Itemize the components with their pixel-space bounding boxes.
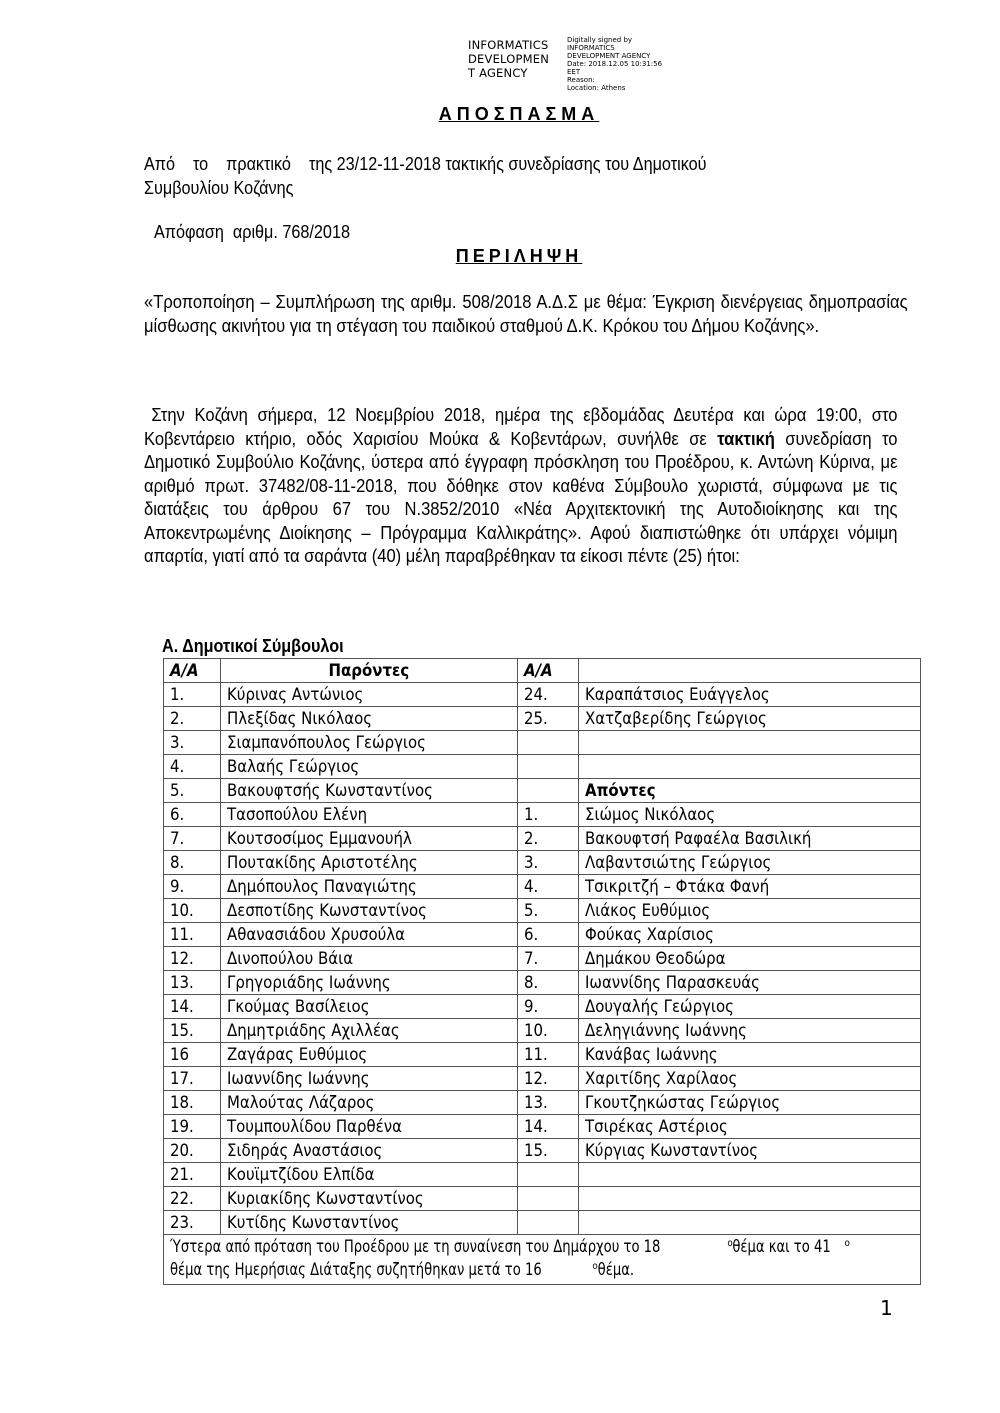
- column-header-number: Α/Α: [518, 659, 579, 683]
- intro-line: Συμβουλίου Κοζάνης: [144, 178, 294, 198]
- present-member-name: Μαλούτας Λάζαρος: [221, 1091, 518, 1115]
- member-name-other: Τσιρέκας Αστέριος: [579, 1115, 921, 1139]
- member-name-other: Χαριτίδης Χαρίλαος: [579, 1067, 921, 1091]
- present-member-name: Δημητριάδης Αχιλλέας: [221, 1019, 518, 1043]
- document-title: ΑΠΟΣΠΑΣΜΑ: [438, 104, 600, 124]
- member-name-other: Λιάκος Ευθύμιος: [579, 899, 921, 923]
- table-row: [164, 779, 921, 803]
- member-name-other: Δημάκου Θεοδώρα: [579, 947, 921, 971]
- row-number-other: [518, 731, 579, 755]
- table-row: [164, 1139, 921, 1163]
- present-member-name: Σιδηράς Αναστάσιος: [221, 1139, 518, 1163]
- digital-signature-details: [567, 36, 687, 92]
- table-row: [164, 923, 921, 947]
- present-member-name: Δημόπουλος Παναγιώτης: [221, 875, 518, 899]
- table-row: [164, 1211, 921, 1235]
- table-row: [164, 827, 921, 851]
- present-member-name: Γρηγοριάδης Ιωάννης: [221, 971, 518, 995]
- member-name-other: Φούκας Χαρίσιος: [579, 923, 921, 947]
- row-number-other: 7.: [518, 947, 579, 971]
- row-number-present: 9.: [164, 875, 221, 899]
- row-number-present: 23.: [164, 1211, 221, 1235]
- present-member-name: Κυτίδης Κωνσταντίνος: [221, 1211, 518, 1235]
- table-note-row: [164, 1235, 921, 1285]
- row-number-present: 6.: [164, 803, 221, 827]
- table-row: [164, 707, 921, 731]
- row-number-present: 10.: [164, 899, 221, 923]
- signer-organization: [468, 38, 568, 80]
- present-member-name: Κουϊμτζίδου Ελπίδα: [221, 1163, 518, 1187]
- section-heading-text: Α. Δημοτικοί Σύμβουλοι: [162, 636, 344, 656]
- council-members-table: [163, 658, 921, 1285]
- decision-number-text: Απόφαση αριθμ. 768/2018: [154, 222, 350, 242]
- present-member-name: Δεσποτίδης Κωνσταντίνος: [221, 899, 518, 923]
- note-text: θέμα και το 41: [732, 1237, 832, 1257]
- present-member-name: Πουτακίδης Αριστοτέλης: [221, 851, 518, 875]
- table-row: [164, 899, 921, 923]
- table-row: [164, 875, 921, 899]
- row-number-other: [518, 1163, 579, 1187]
- row-number-other: [518, 1211, 579, 1235]
- row-number-present: 17.: [164, 1067, 221, 1091]
- intro-paragraph: [144, 152, 964, 200]
- row-number-other: 13.: [518, 1091, 579, 1115]
- row-number-present: 4.: [164, 755, 221, 779]
- body-text-end: συνεδρίαση το Δημοτικό Συμβούλιο Κοζάνης, ύστερα από έγγραφη πρόσκληση του Προέδρου, κ. Αντώνη Κύρινα, με αριθμό πρωτ. 37482/08-11-2018, που δόθηκε στον καθένα Σύμβουλο χωριστά, σύμφωνα με τις διατάξεις του άρθρου 67 του Ν.3852/2010 «Νέα Αρχιτεκτονική της Αυτοδιοίκησης και της Αποκεντρωμένης Διοίκησης – Πρόγραμμα Καλλικράτης». Αφού διαπιστώθηκε ότι υπάρχει νόμιμη απαρτία, γιατί από τα σαράντα (40) μέλη παραβρέθηκαν τα είκοσι πέντε (25) ήτοι:: [144, 428, 898, 566]
- signature-line: DEVELOPMENT AGENCY: [567, 52, 651, 60]
- table-row: [164, 971, 921, 995]
- row-number-other: 6.: [518, 923, 579, 947]
- intro-line: Από το πρακτικό της 23/12-11-2018 τακτικής συνεδρίασης του Δημοτικού: [144, 154, 707, 174]
- present-member-name: Κύρινας Αντώνιος: [221, 683, 518, 707]
- column-header-present: Παρόντες: [221, 659, 518, 683]
- row-number-other: 25.: [518, 707, 579, 731]
- present-member-name: Κυριακίδης Κωνσταντίνος: [221, 1187, 518, 1211]
- table-row: [164, 1019, 921, 1043]
- member-name-other: Δεληγιάννης Ιωάννης: [579, 1019, 921, 1043]
- table-row: [164, 731, 921, 755]
- present-member-name: Βαλαής Γεώργιος: [221, 755, 518, 779]
- present-member-name: Ζαγάρας Ευθύμιος: [221, 1043, 518, 1067]
- member-name-other: [579, 1211, 921, 1235]
- member-name-other: Ιωαννίδης Παρασκευάς: [579, 971, 921, 995]
- member-name-other: Δουγαλής Γεώργιος: [579, 995, 921, 1019]
- agenda-note: [164, 1235, 921, 1285]
- row-number-present: 16: [164, 1043, 221, 1067]
- row-number-other: 5.: [518, 899, 579, 923]
- present-member-name: Δινοπούλου Βάια: [221, 947, 518, 971]
- row-number-other: 4.: [518, 875, 579, 899]
- row-number-present: 1.: [164, 683, 221, 707]
- present-member-name: Σιαμπανόπουλος Γεώργιος: [221, 731, 518, 755]
- present-member-name: Πλεξίδας Νικόλαος: [221, 707, 518, 731]
- row-number-present: 14.: [164, 995, 221, 1019]
- signature-line: EET: [567, 68, 581, 76]
- signature-line: Date: 2018.12.05 10:31:56: [567, 60, 663, 68]
- member-name-other: Κανάβας Ιωάννης: [579, 1043, 921, 1067]
- row-number-other: 24.: [518, 683, 579, 707]
- row-number-present: 22.: [164, 1187, 221, 1211]
- row-number-other: [518, 779, 579, 803]
- signature-line: Location: Athens: [567, 84, 626, 92]
- table-row: [164, 1163, 921, 1187]
- member-name-other: Κύργιας Κωνσταντίνος: [579, 1139, 921, 1163]
- member-name-other: Σιώμος Νικόλαος: [579, 803, 921, 827]
- table-row: [164, 1091, 921, 1115]
- member-name-other: [579, 1163, 921, 1187]
- member-name-other: [579, 755, 921, 779]
- row-number-other: 2.: [518, 827, 579, 851]
- member-name-other: Βακουφτσή Ραφαέλα Βασιλική: [579, 827, 921, 851]
- row-number-present: 21.: [164, 1163, 221, 1187]
- table-row: [164, 1187, 921, 1211]
- row-number-present: 2.: [164, 707, 221, 731]
- ordinal-superscript: ο: [592, 1261, 598, 1272]
- table-row: [164, 1043, 921, 1067]
- signature-line: Digitally signed by: [567, 36, 633, 44]
- note-text: θέμα της Ημερήσιας Διάταξης συζητήθηκαν μετά το 16: [170, 1260, 542, 1280]
- signer-org-line: DEVELOPMEN: [468, 52, 550, 66]
- row-number-other: 8.: [518, 971, 579, 995]
- signer-org-line: INFORMATICS: [468, 38, 549, 52]
- row-number-other: [518, 1187, 579, 1211]
- table-row: [164, 1115, 921, 1139]
- row-number-other: 9.: [518, 995, 579, 1019]
- row-number-other: 12.: [518, 1067, 579, 1091]
- body-paragraph: [144, 404, 897, 569]
- table-row: [164, 683, 921, 707]
- row-number-present: 5.: [164, 779, 221, 803]
- row-number-other: [518, 755, 579, 779]
- row-number-present: 11.: [164, 923, 221, 947]
- member-name-other: [579, 731, 921, 755]
- column-header-empty: [579, 659, 921, 683]
- subject-paragraph: «Τροποποίηση – Συμπλήρωση της αριθμ. 508/2018 Α.Δ.Σ με θέμα: Έγκριση διενέργειας δημοπρασίας μίσθωσης ακινήτου για τη στέγαση του παιδικού σταθμού Δ.Κ. Κρόκου του Δήμου Κοζάνης».: [144, 292, 908, 336]
- present-member-name: Βακουφτσής Κωνσταντίνος: [221, 779, 518, 803]
- row-number-other: 11.: [518, 1043, 579, 1067]
- row-number-other: 1.: [518, 803, 579, 827]
- row-number-other: 14.: [518, 1115, 579, 1139]
- member-name-other: Τσικριτζή – Φτάκα Φανή: [579, 875, 921, 899]
- decision-number: [154, 222, 372, 243]
- row-number-present: 20.: [164, 1139, 221, 1163]
- row-number-present: 15.: [164, 1019, 221, 1043]
- member-name-other: Καραπάτσιος Ευάγγελος: [579, 683, 921, 707]
- present-member-name: Τασοπούλου Ελένη: [221, 803, 518, 827]
- table-row: [164, 995, 921, 1019]
- row-number-other: 10.: [518, 1019, 579, 1043]
- body-text-bold: τακτική: [717, 428, 775, 449]
- member-name-other: [579, 1187, 921, 1211]
- row-number-present: 18.: [164, 1091, 221, 1115]
- note-text: θέμα.: [597, 1260, 635, 1280]
- absent-heading: Απόντες: [579, 779, 921, 803]
- ordinal-superscript: ο: [727, 1238, 733, 1249]
- table-row: [164, 803, 921, 827]
- signer-org-line: T AGENCY: [468, 66, 528, 80]
- table-row: [164, 851, 921, 875]
- table-row: [164, 947, 921, 971]
- member-name-other: Χατζαβερίδης Γεώργιος: [579, 707, 921, 731]
- row-number-present: 7.: [164, 827, 221, 851]
- signature-line: INFORMATICS: [567, 44, 615, 52]
- signature-line: Reason:: [567, 76, 595, 84]
- present-member-name: Τουμπουλίδου Παρθένα: [221, 1115, 518, 1139]
- row-number-other: 15.: [518, 1139, 579, 1163]
- table-row: [164, 755, 921, 779]
- row-number-present: 19.: [164, 1115, 221, 1139]
- summary-title: ΠΕΡΙΛΗΨΗ: [455, 246, 583, 266]
- present-member-name: Ιωαννίδης Ιωάννης: [221, 1067, 518, 1091]
- member-name-other: Γκουτζηκώστας Γεώργιος: [579, 1091, 921, 1115]
- present-member-name: Κουτσοσίμος Εμμανουήλ: [221, 827, 518, 851]
- column-header-number: Α/Α: [164, 659, 221, 683]
- row-number-present: 13.: [164, 971, 221, 995]
- body-text-start: Στην Κοζάνη σήμερα, 12 Νοεμβρίου 2018, ημέρα της εβδομάδας Δευτέρα και ώρα 19:00, στο Κοβεντάρειο κτήριο, οδός Χαρισίου Μούκα & Κοβεντάρων, συνήλθε σε: [144, 405, 898, 449]
- note-text: Ύστερα από πρόταση του Προέδρου με τη συναίνεση του Δημάρχου το 18: [170, 1237, 661, 1257]
- page-number: 1: [880, 1296, 893, 1320]
- ordinal-superscript: ο: [844, 1238, 850, 1249]
- row-number-present: 3.: [164, 731, 221, 755]
- row-number-present: 8.: [164, 851, 221, 875]
- section-heading: [162, 636, 364, 657]
- present-member-name: Γκούμας Βασίλειος: [221, 995, 518, 1019]
- table-header-row: [164, 659, 921, 683]
- member-name-other: Λαβαντσιώτης Γεώργιος: [579, 851, 921, 875]
- row-number-present: 12.: [164, 947, 221, 971]
- present-member-name: Αθανασιάδου Χρυσούλα: [221, 923, 518, 947]
- row-number-other: 3.: [518, 851, 579, 875]
- table-row: [164, 1067, 921, 1091]
